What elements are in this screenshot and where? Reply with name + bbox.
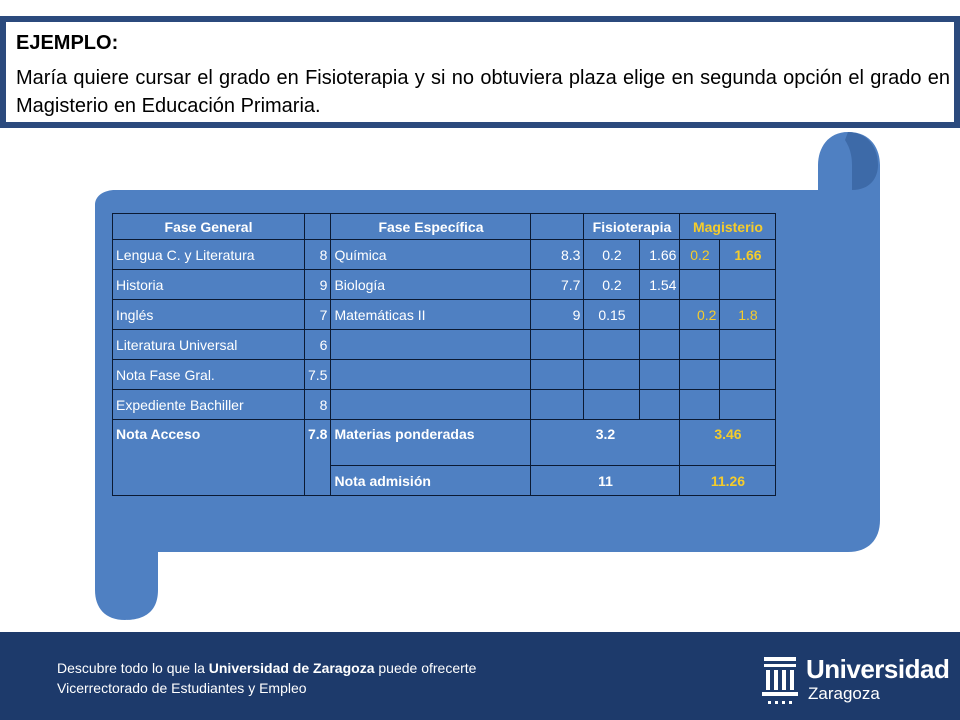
example-heading: EJEMPLO: <box>16 32 119 54</box>
table-row <box>113 330 776 360</box>
magis-score <box>720 270 776 300</box>
general-grade: 9 <box>305 270 331 300</box>
header-fisioterapia: Fisioterapia <box>584 214 680 240</box>
nota-admision-label: Nota admisión <box>331 466 531 496</box>
table-row <box>113 390 776 420</box>
admission-table <box>112 213 776 496</box>
fisio-weight: 0.2 <box>584 240 640 270</box>
general-subject: Nota Fase Gral. <box>113 360 305 390</box>
materias-ponderadas-label: Materias ponderadas <box>331 420 531 466</box>
specific-grade: 9 <box>531 300 584 330</box>
table-row <box>113 240 776 270</box>
table-row <box>113 300 776 330</box>
specific-grade: 8.3 <box>531 240 584 270</box>
footer-university-name: Universidad de Zaragoza <box>208 660 375 676</box>
general-subject: Inglés <box>113 300 305 330</box>
general-grade: 8 <box>305 390 331 420</box>
building-logo-icon <box>760 654 800 710</box>
table-header-row <box>113 214 776 240</box>
example-text: María quiere cursar el grado en Fisioterapia y si no obtuviera plaza elige en segunda opción el grado en Magisterio en Educación Primaria. <box>16 67 950 117</box>
header-magisterio: Magisterio <box>680 214 776 240</box>
general-grade: 8 <box>305 240 331 270</box>
fisio-score: 1.54 <box>640 270 680 300</box>
logo-word-universidad: Universidad <box>806 654 950 684</box>
specific-subject: Biología <box>331 270 531 300</box>
nota-acceso-value: 7.8 <box>305 420 331 496</box>
specific-subject: Matemáticas II <box>331 300 531 330</box>
magis-weight: 0.2 <box>680 300 720 330</box>
footer-line-2: Vicerrectorado de Estudiantes y Empleo <box>57 680 307 696</box>
general-subject: Expediente Bachiller <box>113 390 305 420</box>
admision-magis: 11.26 <box>680 466 776 496</box>
logo-word-zaragoza: Zaragoza <box>808 684 880 703</box>
header-fase-general: Fase General <box>113 214 305 240</box>
general-subject: Lengua C. y Literatura <box>113 240 305 270</box>
fisio-weight: 0.2 <box>584 270 640 300</box>
footer <box>0 632 960 720</box>
general-subject: Literatura Universal <box>113 330 305 360</box>
general-grade: 7.5 <box>305 360 331 390</box>
magis-weight: 0.2 <box>680 240 720 270</box>
ponderadas-fisio: 3.2 <box>531 420 680 466</box>
specific-grade: 7.7 <box>531 270 584 300</box>
specific-subject: Química <box>331 240 531 270</box>
general-grade: 7 <box>305 300 331 330</box>
magis-score: 1.66 <box>720 240 776 270</box>
general-subject: Historia <box>113 270 305 300</box>
fisio-weight: 0.15 <box>584 300 640 330</box>
footer-line-1: Descubre todo lo que la Universidad de Zaragoza puede ofrecerte <box>57 660 477 676</box>
magis-weight <box>680 270 720 300</box>
fisio-score <box>640 300 680 330</box>
table-row <box>113 360 776 390</box>
nota-acceso-label: Nota Acceso <box>113 420 305 496</box>
general-grade: 6 <box>305 330 331 360</box>
university-logo <box>760 654 950 710</box>
header-fase-especifica: Fase Específica <box>331 214 531 240</box>
magis-score: 1.8 <box>720 300 776 330</box>
fisio-score: 1.66 <box>640 240 680 270</box>
table-row <box>113 270 776 300</box>
admision-fisio: 11 <box>531 466 680 496</box>
ponderadas-magis: 3.46 <box>680 420 776 466</box>
table-row-ponderadas <box>113 420 776 466</box>
